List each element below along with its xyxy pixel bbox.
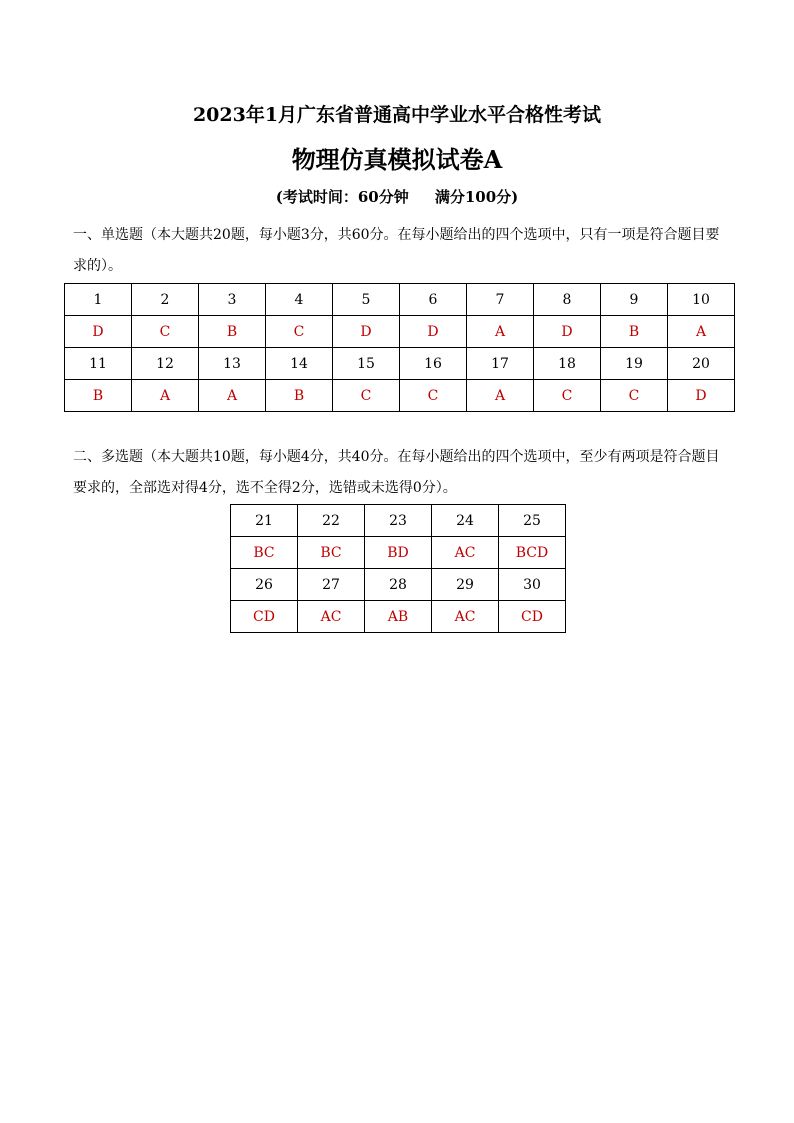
- question-number: 7: [467, 284, 534, 316]
- answer-cell: D: [668, 380, 735, 412]
- answer-cell: B: [199, 316, 266, 348]
- answer-cell: AC: [432, 537, 499, 569]
- answer-cell: A: [132, 380, 199, 412]
- answer-cell: C: [601, 380, 668, 412]
- question-number: 2: [132, 284, 199, 316]
- answer-cell: C: [534, 380, 601, 412]
- question-number: 9: [601, 284, 668, 316]
- answer-cell: D: [400, 316, 467, 348]
- answer-cell: A: [668, 316, 735, 348]
- question-number: 22: [298, 505, 365, 537]
- answer-cell: AB: [365, 601, 432, 633]
- question-number: 6: [400, 284, 467, 316]
- section2-instructions: 二、多选题（本大题共10题，每小题4分，共40分。在每小题给出的四个选项中，至少有两项是符合题目要求的，全部选对得4分，选不全得2分，选错或未选得0分）。: [73, 449, 720, 496]
- answer-cell: BC: [298, 537, 365, 569]
- section1-instructions: 一、单选题（本大题共20题，每小题3分，共60分。在每小题给出的四个选项中，只有一项是符合题目要求的）。: [73, 227, 720, 274]
- question-number: 27: [298, 569, 365, 601]
- answer-cell: B: [601, 316, 668, 348]
- question-number: 24: [432, 505, 499, 537]
- question-number: 21: [231, 505, 298, 537]
- question-number: 26: [231, 569, 298, 601]
- answer-cell: AC: [298, 601, 365, 633]
- answer-cell: BCD: [499, 537, 566, 569]
- answer-cell: A: [199, 380, 266, 412]
- answer-cell: D: [333, 316, 400, 348]
- answer-cell: B: [266, 380, 333, 412]
- question-number: 10: [668, 284, 735, 316]
- answer-cell: C: [400, 380, 467, 412]
- question-number: 25: [499, 505, 566, 537]
- question-number: 30: [499, 569, 566, 601]
- answer-cell: B: [65, 380, 132, 412]
- question-number: 4: [266, 284, 333, 316]
- exam-info: (考试时间：60分钟 满分100分): [275, 188, 519, 206]
- answer-cell: BD: [365, 537, 432, 569]
- answer-cell: CD: [231, 601, 298, 633]
- answer-cell: C: [266, 316, 333, 348]
- answer-cell: BC: [231, 537, 298, 569]
- single-choice-answer-table: [64, 283, 735, 412]
- table-row: [231, 505, 566, 537]
- question-number: 28: [365, 569, 432, 601]
- table-row: [65, 380, 735, 412]
- question-number: 8: [534, 284, 601, 316]
- question-number: 5: [333, 284, 400, 316]
- question-number: 18: [534, 348, 601, 380]
- question-number: 12: [132, 348, 199, 380]
- question-number: 23: [365, 505, 432, 537]
- question-number: 3: [199, 284, 266, 316]
- question-number: 16: [400, 348, 467, 380]
- answer-cell: D: [65, 316, 132, 348]
- question-number: 17: [467, 348, 534, 380]
- multiple-choice-answer-table: [230, 504, 566, 633]
- paper-subtitle: 物理仿真模拟试卷A: [291, 145, 503, 174]
- table-row: [231, 537, 566, 569]
- question-number: 29: [432, 569, 499, 601]
- table-row: [65, 316, 735, 348]
- answer-cell: AC: [432, 601, 499, 633]
- question-number: 19: [601, 348, 668, 380]
- question-number: 11: [65, 348, 132, 380]
- table-row: [65, 284, 735, 316]
- exam-title: 2023年1月广东省普通高中学业水平合格性考试: [192, 104, 602, 126]
- table-row: [231, 601, 566, 633]
- table-row: [231, 569, 566, 601]
- question-number: 13: [199, 348, 266, 380]
- question-number: 15: [333, 348, 400, 380]
- answer-cell: C: [333, 380, 400, 412]
- question-number: 1: [65, 284, 132, 316]
- answer-cell: CD: [499, 601, 566, 633]
- answer-cell: A: [467, 380, 534, 412]
- answer-cell: C: [132, 316, 199, 348]
- question-number: 20: [668, 348, 735, 380]
- answer-cell: A: [467, 316, 534, 348]
- answer-cell: D: [534, 316, 601, 348]
- question-number: 14: [266, 348, 333, 380]
- table-row: [65, 348, 735, 380]
